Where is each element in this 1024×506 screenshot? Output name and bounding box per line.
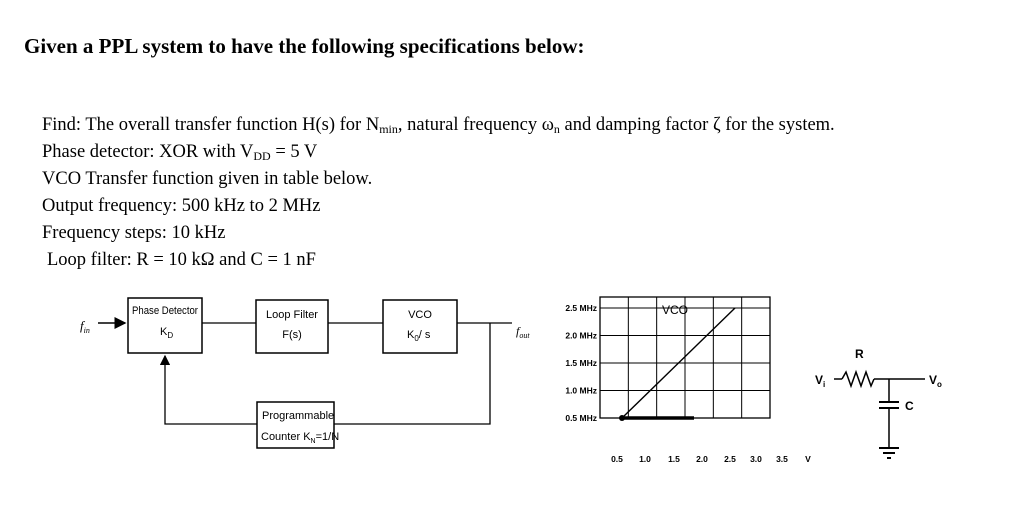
x-tick-label: 1.5 xyxy=(668,454,680,464)
x-tick-label: 2.5 xyxy=(724,454,736,464)
rc-output-label: $V_o$ xyxy=(929,373,942,389)
x-tick-label: 3.0 xyxy=(750,454,762,464)
y-tick-label: 1.0 MHz xyxy=(565,385,597,396)
phase-detector-line: Phase detector: XOR with $V_{DD} = 5$ V xyxy=(42,142,318,163)
frequency-steps-line: Frequency steps: 10 kHz xyxy=(42,223,226,243)
rc-input-label: $V_i$ xyxy=(815,373,826,389)
y-tick-label: 1.5 MHz xyxy=(565,358,597,368)
phase-detector-gain: $K_D$ xyxy=(160,326,174,340)
counter-label: Programmable xyxy=(262,410,335,422)
resistor-label: R xyxy=(855,347,864,361)
x-tick-label: V xyxy=(805,454,811,464)
input-frequency-label: $f_{in}$ xyxy=(80,318,90,335)
loop-filter-line: Loop filter: R = 10 kΩ and C = 1 nF xyxy=(47,250,316,270)
vco-transfer-line: VCO Transfer function given in table below. xyxy=(42,169,373,189)
output-frequency-label: $f_{out}$ xyxy=(516,324,530,340)
counter-gain: Counter $K_N=1/N$ xyxy=(261,431,340,445)
x-tick-label: 1.0 xyxy=(639,454,651,464)
resistor-symbol xyxy=(842,372,874,386)
loop-filter-tf: F(s) xyxy=(282,329,302,341)
x-tick-label: 3.5 xyxy=(776,454,788,464)
page-title: Given a PPL system to have the following specifications below: xyxy=(24,34,585,58)
capacitor-label: C xyxy=(905,399,914,413)
ground-icon xyxy=(879,448,899,458)
y-tick-label: 2.5 MHz xyxy=(565,303,597,313)
x-tick-label: 2.0 xyxy=(696,454,708,464)
output-frequency-line: Output frequency: 500 kHz to 2 MHz xyxy=(42,196,321,216)
vco-gain: $K_0/$ s xyxy=(407,329,431,343)
loop-filter-label: Loop Filter xyxy=(266,309,318,321)
x-tick-label: 0.5 xyxy=(611,454,623,464)
vco-label: VCO xyxy=(408,309,432,321)
y-tick-label: 2.0 MHz xyxy=(565,330,597,341)
phase-detector-label: Phase Detector xyxy=(132,305,199,317)
y-tick-label: 0.5 MHz xyxy=(565,413,597,423)
find-line: Find: The overall transfer function H(s) for $N_{min}$, natural frequency $\omega_n$ and damping factor ζ for the system. xyxy=(42,115,835,136)
vco-chart-title: VCO xyxy=(662,303,689,317)
